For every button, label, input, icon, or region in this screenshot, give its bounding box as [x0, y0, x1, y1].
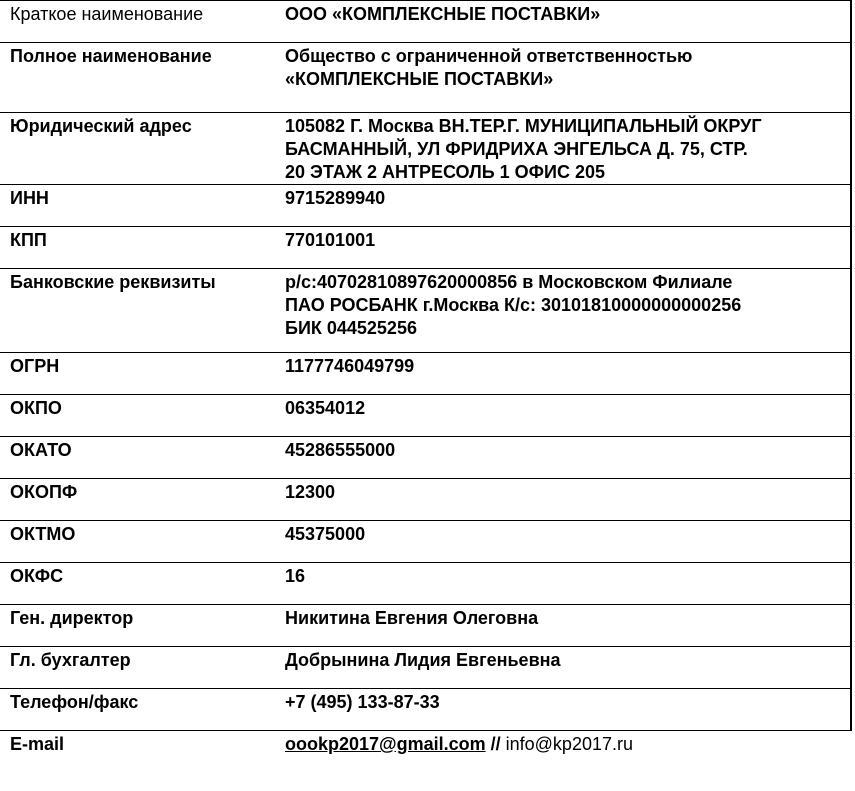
- full-name-label: Полное наименование: [10, 46, 212, 66]
- legal-address-value: 105082 Г. Москва ВН.ТЕР.Г. МУНИЦИПАЛЬНЫЙ ОКРУГ БАСМАННЫЙ, УЛ ФРИДРИХА ЭНГЕЛЬСА Д. 75, СТР. 20 ЭТАЖ 2 АНТРЕСОЛЬ 1 ОФИС 205: [276, 113, 851, 185]
- oktmo-label: ОКТМО: [10, 524, 76, 544]
- okpo-label: ОКПО: [10, 398, 62, 418]
- ogrn-label: ОГРН: [10, 356, 60, 376]
- phone-fax-label: Телефон/факс: [10, 692, 139, 712]
- short-name-value: ООО «КОМПЛЕКСНЫЕ ПОСТАВКИ»: [276, 1, 851, 43]
- okopf-value: 12300: [276, 479, 851, 521]
- email-primary-link[interactable]: oookp2017@gmail.com: [285, 734, 486, 754]
- row-okopf: [0, 479, 851, 521]
- kpp-label: КПП: [10, 230, 47, 250]
- ogrn-value: 1177746049799: [276, 353, 851, 395]
- row-oktmo: [0, 521, 851, 563]
- row-phone-fax: [0, 689, 851, 731]
- row-full-name: [0, 43, 851, 113]
- okopf-label: ОКОПФ: [10, 482, 78, 502]
- short-name-label: Краткое наименование: [10, 4, 204, 24]
- oktmo-value: 45375000: [276, 521, 851, 563]
- legal-address-label: Юридический адрес: [10, 116, 192, 136]
- inn-label: ИНН: [10, 188, 49, 208]
- full-name-value: Общество с ограниченной ответственностью «КОМПЛЕКСНЫЕ ПОСТАВКИ»: [276, 43, 851, 113]
- row-email: [0, 731, 851, 773]
- row-okfs: [0, 563, 851, 605]
- kpp-value: 770101001: [276, 227, 851, 269]
- inn-value: 9715289940: [276, 185, 851, 227]
- email-label: E-mail: [10, 734, 65, 754]
- chief-accountant-value: Добрынина Лидия Евгеньевна: [276, 647, 851, 689]
- row-general-director: [0, 605, 851, 647]
- row-short-name: [0, 1, 851, 43]
- row-okpo: [0, 395, 851, 437]
- email-separator: //: [485, 734, 506, 754]
- okato-label: ОКАТО: [10, 440, 72, 460]
- row-bank-details: [0, 269, 851, 353]
- row-chief-accountant: [0, 647, 851, 689]
- general-director-value: Никитина Евгения Олеговна: [276, 605, 851, 647]
- okato-value: 45286555000: [276, 437, 851, 479]
- email-value: [276, 731, 851, 773]
- general-director-label: Ген. директор: [10, 608, 134, 628]
- chief-accountant-label: Гл. бухгалтер: [10, 650, 131, 670]
- row-legal-address: [0, 113, 851, 185]
- email-secondary-link[interactable]: info@kp2017.ru: [505, 734, 633, 754]
- row-inn: [0, 185, 851, 227]
- phone-fax-value: +7 (495) 133-87-33: [276, 689, 851, 731]
- row-kpp: [0, 227, 851, 269]
- okpo-value: 06354012: [276, 395, 851, 437]
- okfs-label: ОКФС: [10, 566, 64, 586]
- row-okato: [0, 437, 851, 479]
- row-ogrn: [0, 353, 851, 395]
- bank-details-label: Банковские реквизиты: [10, 272, 216, 292]
- bank-details-value: р/с:40702810897620000856 в Московском Филиале ПАО РОСБАНК г.Москва К/с: 30101810000000000256 БИК 044525256: [276, 269, 851, 353]
- okfs-value: 16: [276, 563, 851, 605]
